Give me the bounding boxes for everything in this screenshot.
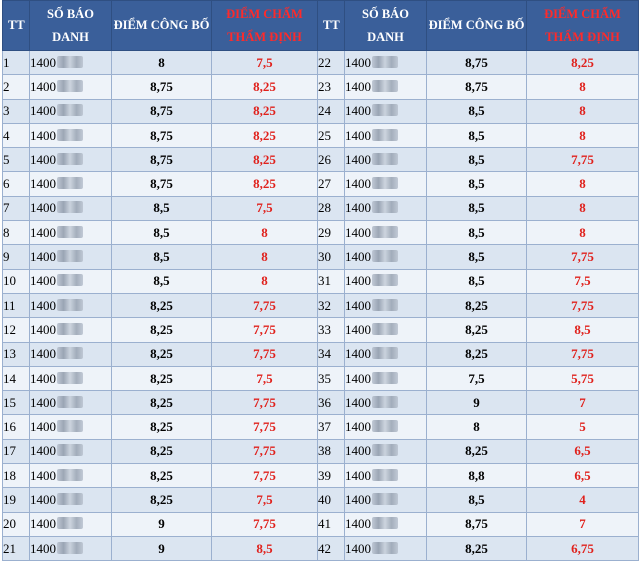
reassessed-score: 8,25 bbox=[212, 148, 318, 172]
redacted-digits bbox=[57, 250, 83, 262]
published-score: 8,5 bbox=[427, 99, 527, 123]
header-tt-left: TT bbox=[3, 1, 30, 51]
candidate-number bbox=[30, 439, 112, 463]
published-score: 8,5 bbox=[112, 245, 212, 269]
candidate-number-prefix: 1400 bbox=[30, 491, 56, 507]
redacted-digits bbox=[57, 517, 83, 529]
candidate-number bbox=[345, 439, 427, 463]
candidate-number bbox=[345, 488, 427, 512]
reassessed-score: 8 bbox=[527, 75, 639, 99]
row-number: 27 bbox=[318, 172, 345, 196]
redacted-digits bbox=[372, 56, 398, 68]
redacted-digits bbox=[372, 80, 398, 92]
candidate-number-prefix: 1400 bbox=[345, 78, 371, 94]
row-number: 32 bbox=[318, 293, 345, 317]
redacted-digits bbox=[372, 444, 398, 456]
redacted-digits bbox=[372, 517, 398, 529]
published-score: 8,25 bbox=[112, 293, 212, 317]
redacted-digits bbox=[57, 226, 83, 238]
row-number: 4 bbox=[3, 123, 30, 147]
row-number: 39 bbox=[318, 464, 345, 488]
reassessed-score: 8 bbox=[527, 123, 639, 147]
candidate-number-prefix: 1400 bbox=[30, 540, 56, 556]
row-number: 16 bbox=[3, 415, 30, 439]
candidate-number-prefix: 1400 bbox=[345, 151, 371, 167]
redacted-digits bbox=[57, 396, 83, 408]
candidate-number-prefix: 1400 bbox=[345, 127, 371, 143]
published-score: 8,5 bbox=[427, 245, 527, 269]
redacted-digits bbox=[372, 469, 398, 481]
header-reassessed-right: ĐIỂM CHẤM THẨM ĐỊNH bbox=[527, 1, 639, 51]
published-score: 8,5 bbox=[427, 488, 527, 512]
redacted-digits bbox=[57, 80, 83, 92]
published-score: 8,25 bbox=[427, 536, 527, 560]
candidate-number-prefix: 1400 bbox=[30, 297, 56, 313]
row-number: 26 bbox=[318, 148, 345, 172]
candidate-number-prefix: 1400 bbox=[345, 467, 371, 483]
table-row bbox=[3, 221, 639, 245]
candidate-number-prefix: 1400 bbox=[30, 419, 56, 435]
redacted-digits bbox=[57, 177, 83, 189]
reassessed-score: 6,75 bbox=[527, 536, 639, 560]
row-number: 25 bbox=[318, 123, 345, 147]
reassessed-score: 8 bbox=[527, 99, 639, 123]
candidate-number bbox=[345, 172, 427, 196]
reassessed-score: 8,25 bbox=[527, 51, 639, 75]
reassessed-score: 8 bbox=[212, 221, 318, 245]
row-number: 31 bbox=[318, 269, 345, 293]
candidate-number bbox=[30, 415, 112, 439]
reassessed-score: 7,75 bbox=[212, 391, 318, 415]
row-number: 38 bbox=[318, 439, 345, 463]
header-tt-right: TT bbox=[318, 1, 345, 51]
row-number: 28 bbox=[318, 196, 345, 220]
redacted-digits bbox=[372, 129, 398, 141]
redacted-digits bbox=[372, 153, 398, 165]
candidate-number-prefix: 1400 bbox=[30, 467, 56, 483]
published-score: 8,25 bbox=[112, 439, 212, 463]
row-number: 40 bbox=[318, 488, 345, 512]
candidate-number-prefix: 1400 bbox=[345, 419, 371, 435]
candidate-number-prefix: 1400 bbox=[345, 346, 371, 362]
row-number: 10 bbox=[3, 269, 30, 293]
candidate-number-prefix: 1400 bbox=[30, 370, 56, 386]
reassessed-score: 7,5 bbox=[212, 488, 318, 512]
candidate-number-prefix: 1400 bbox=[30, 127, 56, 143]
reassessed-score: 7,75 bbox=[527, 245, 639, 269]
candidate-number bbox=[30, 269, 112, 293]
row-number: 42 bbox=[318, 536, 345, 560]
published-score: 8,25 bbox=[427, 439, 527, 463]
candidate-number bbox=[30, 99, 112, 123]
row-number: 29 bbox=[318, 221, 345, 245]
candidate-number-prefix: 1400 bbox=[345, 176, 371, 192]
published-score: 8,75 bbox=[427, 51, 527, 75]
published-score: 8,25 bbox=[112, 342, 212, 366]
candidate-number bbox=[30, 196, 112, 220]
row-number: 14 bbox=[3, 366, 30, 390]
published-score: 8 bbox=[427, 415, 527, 439]
candidate-number bbox=[30, 172, 112, 196]
redacted-digits bbox=[372, 396, 398, 408]
candidate-number-prefix: 1400 bbox=[345, 103, 371, 119]
published-score: 8,25 bbox=[112, 318, 212, 342]
candidate-number-prefix: 1400 bbox=[30, 54, 56, 70]
row-number: 5 bbox=[3, 148, 30, 172]
published-score: 8,25 bbox=[112, 391, 212, 415]
row-number: 34 bbox=[318, 342, 345, 366]
published-score: 8,75 bbox=[112, 75, 212, 99]
candidate-number-prefix: 1400 bbox=[30, 78, 56, 94]
row-number: 9 bbox=[3, 245, 30, 269]
published-score: 8,25 bbox=[427, 342, 527, 366]
candidate-number bbox=[345, 221, 427, 245]
row-number: 21 bbox=[3, 536, 30, 560]
candidate-number bbox=[345, 123, 427, 147]
candidate-number bbox=[345, 99, 427, 123]
candidate-number-prefix: 1400 bbox=[30, 176, 56, 192]
published-score: 8,5 bbox=[112, 221, 212, 245]
candidate-number bbox=[30, 536, 112, 560]
candidate-number bbox=[30, 488, 112, 512]
row-number: 19 bbox=[3, 488, 30, 512]
candidate-number bbox=[30, 51, 112, 75]
reassessed-score: 8 bbox=[212, 269, 318, 293]
row-number: 2 bbox=[3, 75, 30, 99]
row-number: 3 bbox=[3, 99, 30, 123]
reassessed-score: 7,75 bbox=[212, 318, 318, 342]
table-row bbox=[3, 512, 639, 536]
candidate-number bbox=[30, 245, 112, 269]
candidate-number-prefix: 1400 bbox=[345, 273, 371, 289]
row-number: 37 bbox=[318, 415, 345, 439]
published-score: 8,25 bbox=[427, 293, 527, 317]
table-row bbox=[3, 172, 639, 196]
row-number: 11 bbox=[3, 293, 30, 317]
redacted-digits bbox=[372, 420, 398, 432]
candidate-number bbox=[345, 293, 427, 317]
candidate-number-prefix: 1400 bbox=[345, 370, 371, 386]
table-row bbox=[3, 536, 639, 560]
published-score: 8,75 bbox=[112, 123, 212, 147]
row-number: 13 bbox=[3, 342, 30, 366]
reassessed-score: 7,75 bbox=[527, 293, 639, 317]
header-sbd-left: SỐ BÁO DANH bbox=[30, 1, 112, 51]
candidate-number bbox=[30, 366, 112, 390]
reassessed-score: 8 bbox=[527, 196, 639, 220]
candidate-number bbox=[345, 391, 427, 415]
row-number: 17 bbox=[3, 439, 30, 463]
redacted-digits bbox=[372, 177, 398, 189]
table-row bbox=[3, 488, 639, 512]
reassessed-score: 7,75 bbox=[527, 342, 639, 366]
table-row bbox=[3, 245, 639, 269]
redacted-digits bbox=[57, 299, 83, 311]
reassessed-score: 7,75 bbox=[212, 342, 318, 366]
reassessed-score: 7,5 bbox=[527, 269, 639, 293]
published-score: 8,75 bbox=[112, 148, 212, 172]
reassessed-score: 7,5 bbox=[212, 196, 318, 220]
table-row bbox=[3, 318, 639, 342]
row-number: 18 bbox=[3, 464, 30, 488]
reassessed-score: 8 bbox=[527, 172, 639, 196]
candidate-number bbox=[30, 123, 112, 147]
redacted-digits bbox=[57, 104, 83, 116]
published-score: 7,5 bbox=[427, 366, 527, 390]
candidate-number-prefix: 1400 bbox=[345, 200, 371, 216]
candidate-number bbox=[30, 318, 112, 342]
candidate-number bbox=[30, 512, 112, 536]
reassessed-score: 8 bbox=[527, 221, 639, 245]
reassessed-score: 6,5 bbox=[527, 439, 639, 463]
reassessed-score: 7,5 bbox=[212, 366, 318, 390]
reassessed-score: 8,5 bbox=[527, 318, 639, 342]
table-row bbox=[3, 75, 639, 99]
candidate-number-prefix: 1400 bbox=[30, 151, 56, 167]
candidate-number bbox=[345, 245, 427, 269]
redacted-digits bbox=[57, 347, 83, 359]
candidate-number-prefix: 1400 bbox=[30, 103, 56, 119]
reassessed-score: 7 bbox=[527, 512, 639, 536]
reassessed-score: 7,75 bbox=[212, 439, 318, 463]
published-score: 8,25 bbox=[112, 366, 212, 390]
candidate-number bbox=[30, 221, 112, 245]
candidate-number bbox=[345, 512, 427, 536]
reassessed-score: 8,25 bbox=[212, 123, 318, 147]
table-row bbox=[3, 293, 639, 317]
table-row bbox=[3, 415, 639, 439]
redacted-digits bbox=[57, 420, 83, 432]
published-score: 9 bbox=[112, 536, 212, 560]
table-row bbox=[3, 148, 639, 172]
reassessed-score: 7,75 bbox=[212, 464, 318, 488]
row-number: 24 bbox=[318, 99, 345, 123]
candidate-number-prefix: 1400 bbox=[30, 249, 56, 265]
reassessed-score: 7,75 bbox=[212, 293, 318, 317]
redacted-digits bbox=[57, 129, 83, 141]
reassessed-score: 7,75 bbox=[212, 512, 318, 536]
redacted-digits bbox=[57, 372, 83, 384]
row-number: 8 bbox=[3, 221, 30, 245]
header-published-right: ĐIỂM CÔNG BỐ bbox=[427, 1, 527, 51]
candidate-number-prefix: 1400 bbox=[345, 224, 371, 240]
candidate-number bbox=[345, 51, 427, 75]
redacted-digits bbox=[57, 201, 83, 213]
redacted-digits bbox=[372, 201, 398, 213]
published-score: 8,75 bbox=[427, 512, 527, 536]
redacted-digits bbox=[372, 250, 398, 262]
reassessed-score: 7,75 bbox=[527, 148, 639, 172]
row-number: 23 bbox=[318, 75, 345, 99]
reassessed-score: 8,25 bbox=[212, 75, 318, 99]
published-score: 8,75 bbox=[427, 75, 527, 99]
table-row bbox=[3, 51, 639, 75]
redacted-digits bbox=[372, 323, 398, 335]
candidate-number-prefix: 1400 bbox=[30, 321, 56, 337]
published-score: 8,25 bbox=[112, 415, 212, 439]
redacted-digits bbox=[57, 542, 83, 554]
table-row bbox=[3, 99, 639, 123]
row-number: 12 bbox=[3, 318, 30, 342]
candidate-number-prefix: 1400 bbox=[345, 297, 371, 313]
redacted-digits bbox=[57, 274, 83, 286]
redacted-digits bbox=[372, 226, 398, 238]
header-published-left: ĐIỂM CÔNG BỐ bbox=[112, 1, 212, 51]
redacted-digits bbox=[372, 104, 398, 116]
row-number: 1 bbox=[3, 51, 30, 75]
redacted-digits bbox=[57, 56, 83, 68]
candidate-number-prefix: 1400 bbox=[345, 443, 371, 459]
candidate-number bbox=[30, 75, 112, 99]
published-score: 8,5 bbox=[427, 148, 527, 172]
reassessed-score: 8 bbox=[212, 245, 318, 269]
redacted-digits bbox=[57, 444, 83, 456]
candidate-number-prefix: 1400 bbox=[30, 224, 56, 240]
candidate-number-prefix: 1400 bbox=[30, 516, 56, 532]
table-row bbox=[3, 391, 639, 415]
row-number: 35 bbox=[318, 366, 345, 390]
candidate-number-prefix: 1400 bbox=[345, 540, 371, 556]
candidate-number-prefix: 1400 bbox=[30, 200, 56, 216]
score-comparison-table bbox=[2, 0, 639, 561]
reassessed-score: 7,75 bbox=[212, 415, 318, 439]
redacted-digits bbox=[372, 542, 398, 554]
published-score: 8,5 bbox=[112, 269, 212, 293]
redacted-digits bbox=[372, 274, 398, 286]
candidate-number-prefix: 1400 bbox=[30, 273, 56, 289]
reassessed-score: 8,25 bbox=[212, 99, 318, 123]
candidate-number-prefix: 1400 bbox=[345, 321, 371, 337]
candidate-number bbox=[345, 318, 427, 342]
redacted-digits bbox=[372, 347, 398, 359]
row-number: 15 bbox=[3, 391, 30, 415]
published-score: 8,5 bbox=[427, 172, 527, 196]
table-row bbox=[3, 464, 639, 488]
row-number: 6 bbox=[3, 172, 30, 196]
candidate-number-prefix: 1400 bbox=[30, 394, 56, 410]
candidate-number bbox=[30, 391, 112, 415]
row-number: 7 bbox=[3, 196, 30, 220]
candidate-number-prefix: 1400 bbox=[345, 249, 371, 265]
table-row bbox=[3, 366, 639, 390]
reassessed-score: 6,5 bbox=[527, 464, 639, 488]
candidate-number bbox=[30, 293, 112, 317]
published-score: 8,5 bbox=[427, 196, 527, 220]
table-row bbox=[3, 439, 639, 463]
row-number: 22 bbox=[318, 51, 345, 75]
redacted-digits bbox=[372, 372, 398, 384]
published-score: 8 bbox=[112, 51, 212, 75]
published-score: 8,25 bbox=[427, 318, 527, 342]
redacted-digits bbox=[57, 493, 83, 505]
reassessed-score: 5 bbox=[527, 415, 639, 439]
candidate-number bbox=[345, 269, 427, 293]
reassessed-score: 5,75 bbox=[527, 366, 639, 390]
published-score: 8,75 bbox=[112, 99, 212, 123]
redacted-digits bbox=[57, 469, 83, 481]
reassessed-score: 8,25 bbox=[212, 172, 318, 196]
reassessed-score: 7 bbox=[527, 391, 639, 415]
table-row bbox=[3, 123, 639, 147]
table-row bbox=[3, 342, 639, 366]
table-body bbox=[3, 51, 639, 561]
published-score: 8,5 bbox=[427, 269, 527, 293]
candidate-number-prefix: 1400 bbox=[345, 54, 371, 70]
header-sbd-right: SỐ BÁO DANH bbox=[345, 1, 427, 51]
redacted-digits bbox=[57, 153, 83, 165]
row-number: 20 bbox=[3, 512, 30, 536]
published-score: 9 bbox=[427, 391, 527, 415]
candidate-number bbox=[345, 75, 427, 99]
candidate-number-prefix: 1400 bbox=[345, 394, 371, 410]
candidate-number bbox=[30, 342, 112, 366]
candidate-number bbox=[30, 464, 112, 488]
row-number: 41 bbox=[318, 512, 345, 536]
published-score: 8,5 bbox=[112, 196, 212, 220]
published-score: 8,25 bbox=[112, 464, 212, 488]
reassessed-score: 8,5 bbox=[212, 536, 318, 560]
published-score: 8,25 bbox=[112, 488, 212, 512]
redacted-digits bbox=[57, 323, 83, 335]
row-number: 33 bbox=[318, 318, 345, 342]
published-score: 9 bbox=[112, 512, 212, 536]
candidate-number bbox=[345, 148, 427, 172]
redacted-digits bbox=[372, 299, 398, 311]
table-header-row bbox=[3, 1, 639, 51]
table-row bbox=[3, 196, 639, 220]
candidate-number bbox=[345, 342, 427, 366]
published-score: 8,5 bbox=[427, 123, 527, 147]
candidate-number bbox=[30, 148, 112, 172]
candidate-number-prefix: 1400 bbox=[345, 491, 371, 507]
reassessed-score: 4 bbox=[527, 488, 639, 512]
candidate-number bbox=[345, 464, 427, 488]
candidate-number bbox=[345, 196, 427, 220]
candidate-number bbox=[345, 536, 427, 560]
candidate-number bbox=[345, 366, 427, 390]
table-row bbox=[3, 269, 639, 293]
published-score: 8,8 bbox=[427, 464, 527, 488]
row-number: 36 bbox=[318, 391, 345, 415]
candidate-number-prefix: 1400 bbox=[30, 346, 56, 362]
row-number: 30 bbox=[318, 245, 345, 269]
reassessed-score: 7,5 bbox=[212, 51, 318, 75]
header-reassessed-left: ĐIỂM CHẤM THẨM ĐỊNH bbox=[212, 1, 318, 51]
published-score: 8,75 bbox=[112, 172, 212, 196]
candidate-number-prefix: 1400 bbox=[30, 443, 56, 459]
candidate-number bbox=[345, 415, 427, 439]
candidate-number-prefix: 1400 bbox=[345, 516, 371, 532]
published-score: 8,5 bbox=[427, 221, 527, 245]
redacted-digits bbox=[372, 493, 398, 505]
